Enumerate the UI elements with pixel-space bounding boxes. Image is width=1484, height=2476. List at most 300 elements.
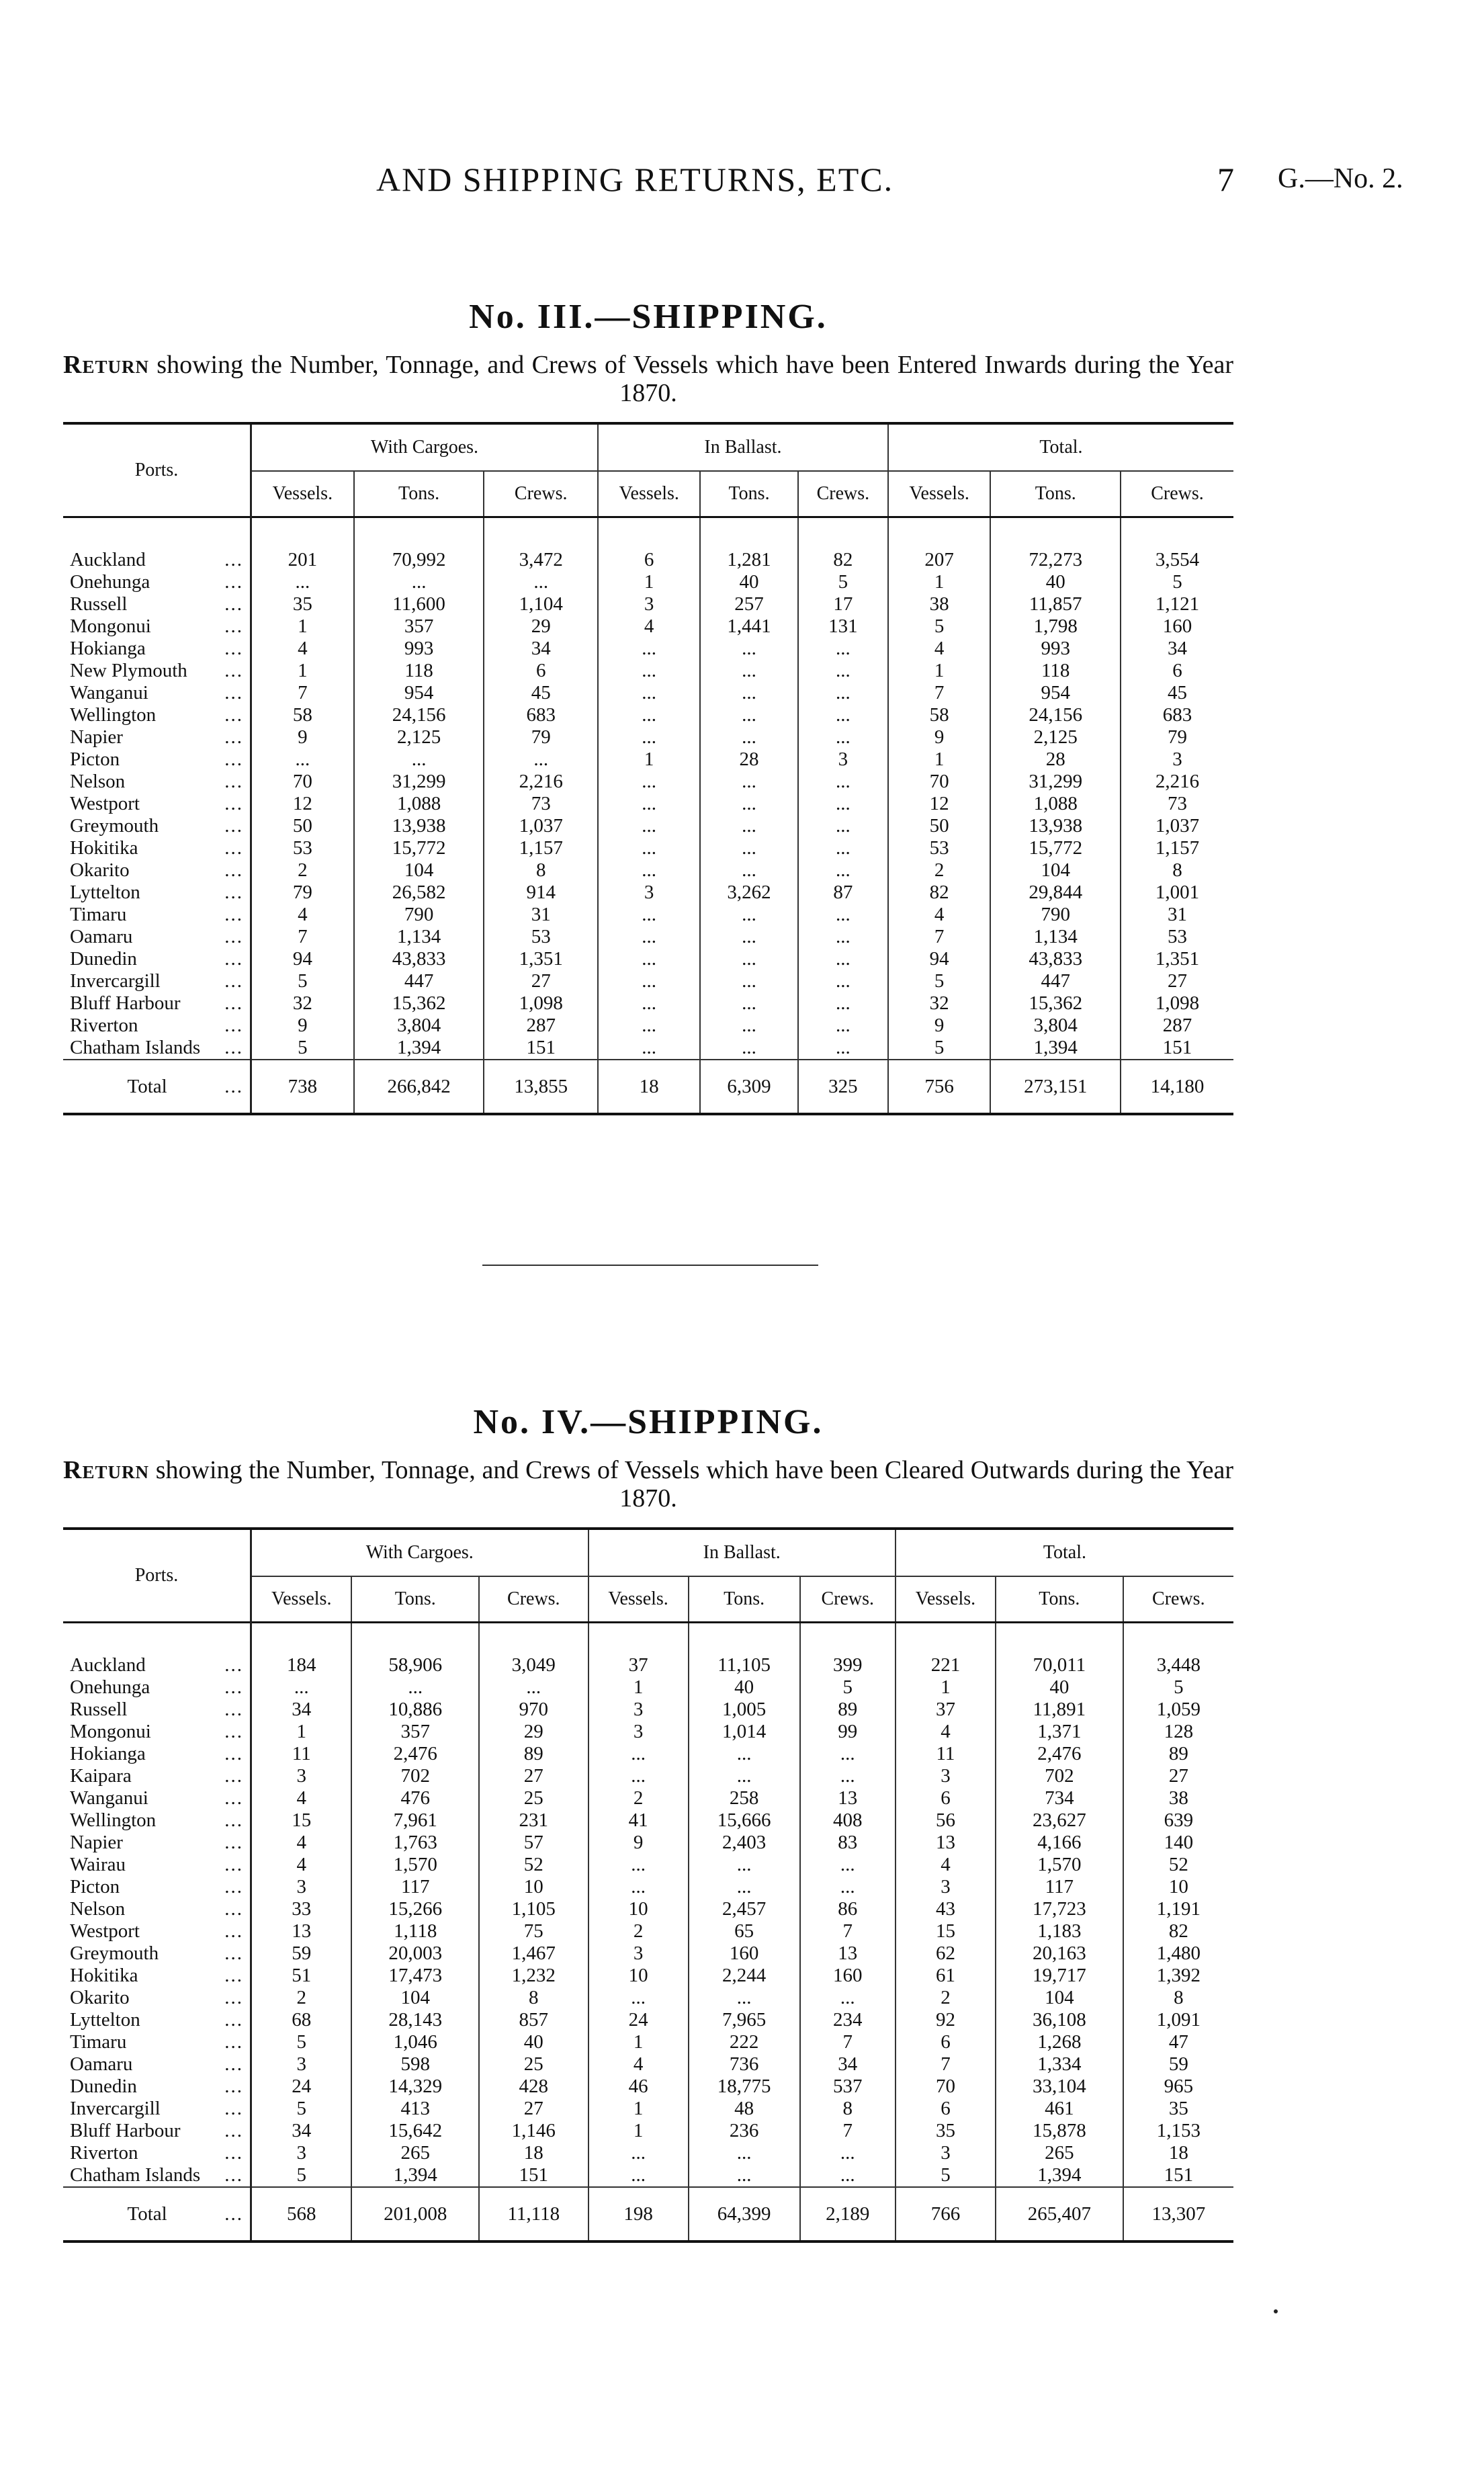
value-cell: 104 (990, 859, 1121, 882)
value-cell: 12 (888, 793, 990, 815)
value-cell: ... (588, 1765, 689, 1787)
leader-dots: ... (224, 837, 243, 859)
value-cell: 201 (251, 517, 354, 572)
table-row (63, 1623, 1233, 1677)
value-cell: 104 (996, 1987, 1123, 2009)
value-cell: 231 (479, 1809, 588, 1832)
value-cell: 3 (588, 1721, 689, 1743)
value-cell: 408 (800, 1809, 896, 1832)
value-cell: 9 (888, 726, 990, 749)
table-row (63, 638, 1233, 660)
table-row (63, 2009, 1233, 2031)
value-cell: 43,833 (354, 948, 484, 970)
total-label-cell (63, 1060, 251, 1114)
value-cell: ... (798, 682, 888, 704)
column-header: Crews. (1121, 471, 1233, 517)
value-cell: 104 (354, 859, 484, 882)
value-cell: 1,394 (996, 2164, 1123, 2187)
group-header: With Cargoes. (251, 423, 598, 471)
leader-dots: ... (224, 1699, 243, 1720)
column-header: Crews. (1123, 1576, 1233, 1623)
leader-dots: ... (224, 1015, 243, 1036)
column-header: Vessels. (888, 471, 990, 517)
value-cell: ... (251, 571, 354, 593)
leader-dots: ... (224, 726, 243, 748)
value-cell: 1,134 (990, 926, 1121, 948)
value-cell: 184 (251, 1623, 352, 1677)
port-name: Bluff Harbour (70, 2120, 181, 2141)
value-cell: 28 (700, 749, 797, 771)
leader-dots: ... (224, 660, 243, 681)
column-header: Crews. (798, 471, 888, 517)
leader-dots: ... (224, 904, 243, 925)
value-cell: ... (598, 926, 700, 948)
value-cell: ... (700, 1015, 797, 1037)
table-row (63, 1721, 1233, 1743)
value-cell: 7 (896, 2053, 996, 2076)
value-cell: 45 (484, 682, 598, 704)
port-cell (63, 2164, 251, 2187)
total-value-cell: 13,307 (1123, 2187, 1233, 2242)
section-no-iv (63, 1401, 1233, 2243)
value-cell: 89 (800, 1699, 896, 1721)
port-name: Kaipara (70, 1765, 132, 1787)
value-cell: 2,216 (1121, 771, 1233, 793)
port-name: Mongonui (70, 1721, 151, 1742)
value-cell: 92 (896, 2009, 996, 2031)
port-name: Invercargill (70, 2098, 161, 2119)
value-cell: 1,351 (1121, 948, 1233, 970)
value-cell: 3,262 (700, 882, 797, 904)
value-cell: ... (700, 660, 797, 682)
leader-dots: ... (224, 1743, 243, 1764)
value-cell: ... (800, 2164, 896, 2187)
description-text: showing the Number, Tonnage, and Crews of Vessels which have been Cleared Outwards during the Year 1870. (155, 1456, 1234, 1512)
value-cell: 20,003 (351, 1943, 479, 1965)
table-row (63, 1765, 1233, 1787)
value-cell: 1 (588, 2120, 689, 2142)
table-row (63, 1676, 1233, 1699)
value-cell: 29 (484, 615, 598, 638)
leader-dots: ... (224, 1920, 243, 1942)
value-cell: 151 (1123, 2164, 1233, 2187)
value-cell: ... (598, 815, 700, 837)
port-cell (63, 1676, 251, 1699)
column-header: Crews. (800, 1576, 896, 1623)
value-cell: 1,104 (484, 593, 598, 615)
value-cell: 5 (896, 2164, 996, 2187)
value-cell: ... (700, 726, 797, 749)
value-cell: 31 (484, 904, 598, 926)
port-name: Picton (70, 1876, 120, 1897)
total-value-cell: 265,407 (996, 2187, 1123, 2242)
value-cell: ... (598, 970, 700, 992)
port-cell (63, 1623, 251, 1677)
leader-dots: ... (224, 615, 243, 637)
value-cell: 5 (888, 1037, 990, 1060)
value-cell: ... (800, 1854, 896, 1876)
leader-dots: ... (224, 815, 243, 837)
port-cell (63, 1787, 251, 1809)
value-cell: 1,157 (1121, 837, 1233, 859)
value-cell: 131 (798, 615, 888, 638)
section-description (63, 351, 1233, 407)
total-row (63, 1060, 1233, 1114)
table-row (63, 1876, 1233, 1898)
value-cell: ... (800, 1765, 896, 1787)
value-cell: 61 (896, 1965, 996, 1987)
column-header: Crews. (484, 471, 598, 517)
value-cell: 1 (598, 749, 700, 771)
total-label: Total (127, 2203, 167, 2225)
value-cell: 683 (484, 704, 598, 726)
value-cell: 118 (354, 660, 484, 682)
value-cell: 702 (351, 1765, 479, 1787)
value-cell: 15,878 (996, 2120, 1123, 2142)
leader-dots: ... (224, 2009, 243, 2031)
value-cell: 52 (1123, 1854, 1233, 1876)
value-cell: 11,891 (996, 1699, 1123, 1721)
ports-header: Ports. (134, 460, 179, 480)
value-cell: 4,166 (996, 1832, 1123, 1854)
value-cell: ... (689, 2142, 800, 2164)
value-cell: 31,299 (354, 771, 484, 793)
leader-dots: ... (224, 749, 243, 770)
value-cell: ... (689, 2164, 800, 2187)
value-cell: 1,088 (990, 793, 1121, 815)
port-cell (63, 749, 251, 771)
port-name: Auckland (70, 1654, 146, 1676)
value-cell: 27 (484, 970, 598, 992)
table-row (63, 660, 1233, 682)
port-name: Greymouth (70, 815, 159, 837)
value-cell: 160 (800, 1965, 896, 1987)
value-cell: ... (700, 859, 797, 882)
value-cell: 8 (800, 2098, 896, 2120)
column-header: Crews. (479, 1576, 588, 1623)
value-cell: 9 (251, 1015, 354, 1037)
value-cell: ... (800, 1876, 896, 1898)
value-cell: 7 (800, 1920, 896, 1943)
total-value-cell: 6,309 (700, 1060, 797, 1114)
value-cell: 38 (1123, 1787, 1233, 1809)
value-cell: ... (798, 726, 888, 749)
value-cell: 1,005 (689, 1699, 800, 1721)
leader-dots: ... (224, 793, 243, 814)
value-cell: 1,394 (351, 2164, 479, 2187)
port-cell (63, 1809, 251, 1832)
port-cell (63, 615, 251, 638)
leader-dots: ... (224, 682, 243, 703)
value-cell: 1 (888, 571, 990, 593)
value-cell: 5 (251, 970, 354, 992)
value-cell: 27 (1121, 970, 1233, 992)
group-header: Total. (888, 423, 1233, 471)
value-cell: 58 (888, 704, 990, 726)
port-cell (63, 970, 251, 992)
port-cell (63, 660, 251, 682)
table-row (63, 2142, 1233, 2164)
value-cell: ... (598, 660, 700, 682)
value-cell: 10,886 (351, 1699, 479, 1721)
value-cell: 1,334 (996, 2053, 1123, 2076)
leader-dots: ... (224, 1965, 243, 1986)
value-cell: 4 (888, 904, 990, 926)
value-cell: 29,844 (990, 882, 1121, 904)
value-cell: ... (689, 1876, 800, 1898)
port-name: Russell (70, 1699, 128, 1720)
value-cell: 1,118 (351, 1920, 479, 1943)
value-cell: 15,772 (354, 837, 484, 859)
value-cell: ... (798, 926, 888, 948)
port-name: Riverton (70, 2142, 138, 2164)
value-cell: 10 (588, 1965, 689, 1987)
value-cell: 1,001 (1121, 882, 1233, 904)
value-cell: 3,554 (1121, 517, 1233, 572)
value-cell: 1,153 (1123, 2120, 1233, 2142)
port-cell (63, 726, 251, 749)
port-cell (63, 1015, 251, 1037)
port-name: Okarito (70, 1987, 130, 2008)
value-cell: ... (588, 1743, 689, 1765)
value-cell: 70 (251, 771, 354, 793)
table-row (63, 1015, 1233, 1037)
port-name: Bluff Harbour (70, 992, 181, 1014)
value-cell: 83 (800, 1832, 896, 1854)
value-cell: 160 (1121, 615, 1233, 638)
value-cell: 82 (798, 517, 888, 572)
page-header (0, 160, 1484, 214)
leader-dots: ... (224, 1987, 243, 2008)
value-cell: 25 (479, 1787, 588, 1809)
port-cell (63, 793, 251, 815)
value-cell: ... (588, 2164, 689, 2187)
leader-dots: ... (224, 1943, 243, 1964)
value-cell: 4 (598, 615, 700, 638)
value-cell: 151 (484, 1037, 598, 1060)
leader-dots: ... (224, 1809, 243, 1831)
total-value-cell: 18 (598, 1060, 700, 1114)
value-cell: ... (689, 1743, 800, 1765)
column-header: Tons. (351, 1576, 479, 1623)
value-cell: 17,473 (351, 1965, 479, 1987)
total-value-cell: 266,842 (354, 1060, 484, 1114)
value-cell: ... (700, 970, 797, 992)
table-row (63, 571, 1233, 593)
total-value-cell: 14,180 (1121, 1060, 1233, 1114)
leader-dots: ... (224, 2031, 243, 2053)
value-cell: 18,775 (689, 2076, 800, 2098)
value-cell: ... (588, 1854, 689, 1876)
value-cell: 45 (1121, 682, 1233, 704)
table-row (63, 726, 1233, 749)
return-word: Return (63, 351, 149, 379)
port-name: Lyttelton (70, 882, 140, 903)
value-cell: 3 (798, 749, 888, 771)
value-cell: 7,961 (351, 1809, 479, 1832)
value-cell: 1,183 (996, 1920, 1123, 1943)
value-cell: 1,441 (700, 615, 797, 638)
value-cell: 15,266 (351, 1898, 479, 1920)
value-cell: 27 (479, 1765, 588, 1787)
port-name: Hokianga (70, 1743, 146, 1764)
leader-dots: ... (224, 1721, 243, 1742)
leader-dots: ... (224, 948, 243, 970)
value-cell: 41 (588, 1809, 689, 1832)
value-cell: 2 (588, 1920, 689, 1943)
value-cell: 35 (1123, 2098, 1233, 2120)
value-cell: 3 (598, 593, 700, 615)
value-cell: 1,371 (996, 1721, 1123, 1743)
value-cell: 357 (351, 1721, 479, 1743)
value-cell: 1 (588, 2031, 689, 2053)
column-header: Vessels. (896, 1576, 996, 1623)
port-cell (63, 2098, 251, 2120)
value-cell: ... (598, 726, 700, 749)
value-cell: 1,134 (354, 926, 484, 948)
column-header: Vessels. (588, 1576, 689, 1623)
value-cell: 73 (484, 793, 598, 815)
value-cell: ... (798, 970, 888, 992)
value-cell: 1,098 (484, 992, 598, 1015)
value-cell: 5 (251, 2164, 352, 2187)
column-header: Tons. (689, 1576, 800, 1623)
value-cell: 357 (354, 615, 484, 638)
value-cell: 40 (990, 571, 1121, 593)
value-cell: ... (700, 1037, 797, 1060)
port-cell (63, 704, 251, 726)
value-cell: 1,232 (479, 1965, 588, 1987)
leader-dots: ... (224, 2098, 243, 2119)
paper-code: G.—No. 2. (1278, 163, 1403, 194)
table-body (63, 1623, 1233, 2188)
value-cell: 3 (1121, 749, 1233, 771)
value-cell: 23,627 (996, 1809, 1123, 1832)
column-header: Tons. (700, 471, 797, 517)
value-cell: 702 (996, 1765, 1123, 1787)
table-footer (63, 2187, 1233, 2242)
value-cell: 50 (251, 815, 354, 837)
value-cell: 43 (896, 1898, 996, 1920)
value-cell: ... (700, 948, 797, 970)
header-group-row (63, 1529, 1233, 1576)
port-cell (63, 1920, 251, 1943)
running-title: AND SHIPPING RETURNS, ETC. (376, 161, 894, 198)
total-label-cell (63, 2187, 251, 2242)
table-footer (63, 1060, 1233, 1114)
value-cell: 104 (351, 1987, 479, 2009)
table-row (63, 749, 1233, 771)
value-cell: 6 (598, 517, 700, 572)
value-cell: 5 (251, 2031, 352, 2053)
value-cell: 14,329 (351, 2076, 479, 2098)
value-cell: ... (251, 749, 354, 771)
value-cell: ... (798, 1037, 888, 1060)
value-cell: 79 (484, 726, 598, 749)
total-value-cell: 13,855 (484, 1060, 598, 1114)
value-cell: 1,098 (1121, 992, 1233, 1015)
table-header (63, 1529, 1233, 1623)
value-cell: ... (479, 1676, 588, 1699)
value-cell: 7 (800, 2120, 896, 2142)
table-row (63, 992, 1233, 1015)
value-cell: 99 (800, 1721, 896, 1743)
value-cell: 9 (888, 1015, 990, 1037)
table-row (63, 793, 1233, 815)
total-value-cell: 11,118 (479, 2187, 588, 2242)
value-cell: ... (598, 793, 700, 815)
value-cell: 20,163 (996, 1943, 1123, 1965)
total-value-cell: 766 (896, 2187, 996, 2242)
value-cell: 24 (588, 2009, 689, 2031)
value-cell: 3 (588, 1943, 689, 1965)
value-cell: 57 (479, 1832, 588, 1854)
value-cell: 5 (251, 1037, 354, 1060)
total-value-cell: 2,189 (800, 2187, 896, 2242)
value-cell: 62 (896, 1943, 996, 1965)
value-cell: 257 (700, 593, 797, 615)
value-cell: 13 (896, 1832, 996, 1854)
value-cell: 35 (896, 2120, 996, 2142)
value-cell: 3 (251, 1765, 352, 1787)
value-cell: 53 (1121, 926, 1233, 948)
leader-dots: ... (224, 571, 243, 593)
value-cell: 3 (896, 2142, 996, 2164)
value-cell: 37 (588, 1623, 689, 1677)
port-cell (63, 2076, 251, 2098)
value-cell: 27 (479, 2098, 588, 2120)
port-name: Dunedin (70, 2076, 137, 2097)
port-name: Westport (70, 1920, 140, 1942)
port-name: Hokitika (70, 1965, 138, 1986)
value-cell: 1 (896, 1676, 996, 1699)
value-cell: 639 (1123, 1809, 1233, 1832)
value-cell: 1 (251, 1721, 352, 1743)
description-text: showing the Number, Tonnage, and Crews of Vessels which have been Entered Inwards during the Year 1870. (157, 351, 1233, 407)
table-row (63, 837, 1233, 859)
value-cell: 34 (251, 2120, 352, 2142)
leader-dots: ... (224, 1654, 243, 1676)
value-cell: 1,105 (479, 1898, 588, 1920)
value-cell: 15 (896, 1920, 996, 1943)
value-cell: ... (798, 904, 888, 926)
value-cell: 7 (888, 682, 990, 704)
value-cell: 4 (251, 1832, 352, 1854)
value-cell: 4 (251, 638, 354, 660)
value-cell: 3 (896, 1876, 996, 1898)
value-cell: ... (798, 837, 888, 859)
port-cell (63, 1832, 251, 1854)
value-cell: 31,299 (990, 771, 1121, 793)
value-cell: 8 (484, 859, 598, 882)
value-cell: 87 (798, 882, 888, 904)
value-cell: 4 (251, 1787, 352, 1809)
value-cell: 13,938 (354, 815, 484, 837)
value-cell: ... (700, 837, 797, 859)
value-cell: ... (798, 638, 888, 660)
value-cell: ... (689, 1854, 800, 1876)
value-cell: ... (798, 704, 888, 726)
value-cell: ... (800, 1987, 896, 2009)
stray-mark (1274, 2309, 1278, 2313)
port-cell (63, 1943, 251, 1965)
value-cell: 72,273 (990, 517, 1121, 572)
value-cell: 40 (996, 1676, 1123, 1699)
value-cell: 857 (479, 2009, 588, 2031)
value-cell: 5 (888, 970, 990, 992)
leader-dots: ... (224, 926, 243, 947)
value-cell: 10 (1123, 1876, 1233, 1898)
